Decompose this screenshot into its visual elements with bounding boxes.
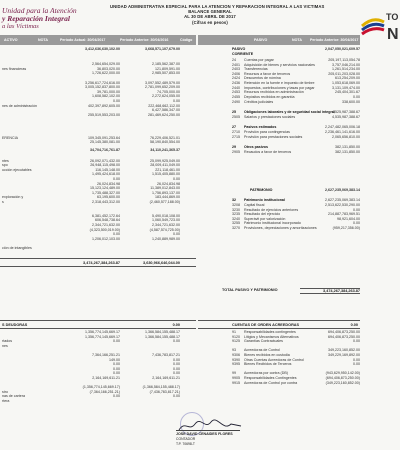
row-value-current xyxy=(60,246,120,251)
row-value-current: 402,397,892,605.00 xyxy=(88,103,120,108)
patrimonio-values xyxy=(300,203,360,231)
account-code: 2436 xyxy=(232,80,240,85)
row-value-previous: 0.00 xyxy=(173,371,180,376)
account-code: 3255 xyxy=(232,221,240,226)
signature-line xyxy=(176,430,240,431)
value-provision-contingencias: 2,236,461,141,616.00 xyxy=(325,130,360,134)
row-value-previous: 0.00 xyxy=(173,98,180,103)
header-nota-right: NOTA xyxy=(292,38,302,42)
code-2710: 2710 xyxy=(232,130,240,134)
account-value: 349,229,169,892.00 xyxy=(328,352,360,357)
account-value: 694,406,873,250.00 xyxy=(328,330,360,334)
row-value-previous: 0.00 xyxy=(173,176,180,181)
row-label: spo xyxy=(2,163,8,168)
row-value-current: (7,364,166,251.21) xyxy=(89,389,120,394)
code-2490: 2490 xyxy=(232,100,240,104)
account-value: 613,254,209.00 xyxy=(335,76,360,81)
left-subtotal-current: 34,704,716,761.87 xyxy=(90,148,120,152)
header-period-right: Periodo Anterior: 30/04/2017 xyxy=(310,38,359,42)
row-value-previous: (1,366,584,155,488.17) xyxy=(142,385,180,390)
activo-total-current: 3,412,636,630,102.00 xyxy=(85,47,120,51)
account-label: Descuentos de nómina xyxy=(244,76,281,81)
account-label: Bienes Recibidos de Terceros xyxy=(244,362,292,367)
row-value-previous: 0.00 xyxy=(173,394,180,399)
header-previous-period: Periodo Anterior: 30/04/2016 xyxy=(120,38,169,42)
pasivo-corriente-title: CORRIENTE xyxy=(232,52,254,56)
row-value-previous: 0.00 xyxy=(173,366,180,371)
row-label: s xyxy=(2,199,4,204)
row-value-previous: 7,436,783,817.21 xyxy=(152,352,180,357)
account-label: Retención en la fuente e impuesto de timbre xyxy=(244,80,315,85)
account-label: Provisiones, depreciaciones y amortizaciones xyxy=(244,225,317,230)
orden-right-codes xyxy=(232,330,242,385)
right-column-header xyxy=(198,35,360,45)
account-label: Recursos recibidos en administración xyxy=(244,90,304,95)
row-value-current: (4,323,500,019.00) xyxy=(89,227,120,232)
orden-left-values-current xyxy=(60,330,120,399)
row-value-previous: 1,366,584,155,488.17 xyxy=(145,330,180,334)
row-label: nas de cartera xyxy=(2,394,25,399)
account-code: 99 xyxy=(232,371,236,376)
activo-total-previous: 3,668,571,107,679.00 xyxy=(145,47,180,51)
row-value-current: 1,356,774,145,669.17 xyxy=(85,330,120,334)
title-date: AL 30 DE ABRIL DE 2017 xyxy=(184,14,236,20)
row-value-previous: 281,469,624,250.00 xyxy=(148,112,180,117)
label-provision-prestaciones: Provisión para prestaciones sociales xyxy=(244,135,303,139)
cuentas-deudoras-total: 0.00 xyxy=(172,322,180,327)
row-value-current: 0.00 xyxy=(113,339,120,344)
row-value-current: 2,318,443,312.00 xyxy=(92,199,120,204)
account-code: 9915 xyxy=(232,380,240,385)
label-patrimonio-institucional: Patrimonio institucional xyxy=(244,198,285,202)
row-value-current: 26,024,834.98 xyxy=(97,181,120,186)
row-value-current: 1,206,012,103.00 xyxy=(92,236,120,241)
row-value-current: 1,356,774,145,669.17 xyxy=(85,334,120,339)
row-value-current: 2,564,654,029.00 xyxy=(92,62,120,67)
row-label: ERENCIA xyxy=(2,135,18,140)
label-creditos-judiciales: Créditos judiciales xyxy=(244,100,274,104)
row-value-previous xyxy=(120,246,180,251)
signer-tp: T.P. 70698-T xyxy=(176,442,195,446)
row-value-previous: 221,118,461.00 xyxy=(155,167,180,172)
account-code: 2424 xyxy=(232,76,240,81)
row-value-previous: 1,515,405,880.00 xyxy=(152,172,180,177)
left-values-1-current xyxy=(60,53,120,145)
account-code: 9390 xyxy=(232,357,240,362)
orden-right-values xyxy=(300,330,360,385)
title-units: (Cifras en pesos) xyxy=(192,19,228,25)
row-value-previous: (2,460,577,188.00) xyxy=(149,199,180,204)
row-value-current: 255,519,553,203.00 xyxy=(88,112,120,117)
label-salarios: Salarios y prestaciones sociales xyxy=(244,115,296,119)
account-code: 9905 xyxy=(232,375,240,380)
header-activo: ACTIVO xyxy=(4,38,18,42)
row-value-previous: 0.00 xyxy=(173,362,180,367)
row-value-previous: 6,427,586,347.00 xyxy=(152,108,180,113)
row-value-current: 116,145,148.00 xyxy=(95,167,120,172)
value-salarios: 4,535,987,388.67 xyxy=(332,115,360,119)
row-value-current: 63,195,600.00 xyxy=(97,195,120,200)
row-value-previous: 1,756,893,137.00 xyxy=(152,190,180,195)
account-code: 3270 xyxy=(232,225,240,230)
row-label: rtados xyxy=(2,339,12,344)
row-value-previous: 0.00 xyxy=(173,232,180,237)
title-entity: UNIDAD ADMINISTRATIVA ESPECIAL PARA LA ATENCION Y REPARACION INTEGRAL A LAS VICTIMAS xyxy=(110,4,325,9)
row-label: rtera xyxy=(2,398,10,403)
row-value-current: 3,256,617,724,616.00 xyxy=(85,80,120,85)
row-value-current: 3,005,152,837,800.00 xyxy=(85,85,120,90)
patrimonio-title: PATRIMONIO xyxy=(250,188,273,192)
account-code: 24 xyxy=(232,58,236,62)
account-value: (694,406,873,250.00) xyxy=(325,375,360,380)
activo-total-row xyxy=(0,258,196,267)
account-code: 91 xyxy=(232,330,236,334)
pasivo-title: PASIVO xyxy=(232,47,246,51)
row-value-current: 36,803,020.00 xyxy=(97,66,120,71)
account-code: 2406 xyxy=(232,71,240,76)
account-label: Litigios y Mecanismos Alternativos xyxy=(244,334,299,339)
account-code: 2453 xyxy=(232,90,240,95)
account-value: 3,757,046,214.00 xyxy=(332,62,360,67)
logo-text-n: N xyxy=(387,26,399,43)
value-pasivos-estimados: 2,247,482,065,006.18 xyxy=(325,125,360,129)
row-value-current: 25,145,380,081.00 xyxy=(90,140,120,145)
row-value-current: 39,781,000.00 xyxy=(97,89,120,94)
account-code: 2401 xyxy=(232,62,240,67)
row-value-previous: 121,809,591.00 xyxy=(155,66,180,71)
account-label: Cuentas por pagar xyxy=(244,58,274,62)
logo-line-3: a las Víctimas xyxy=(2,23,39,30)
row-value-current: 26,948,115,498.00 xyxy=(90,163,120,168)
account-value: 205,011,203,028.00 xyxy=(328,71,360,76)
row-value-previous: 5,490,018,108.00 xyxy=(152,213,180,218)
row-value-current: 1,735,488,327.00 xyxy=(92,190,120,195)
government-logo xyxy=(360,12,400,48)
code-27: 27 xyxy=(232,125,236,129)
left-values-2-current xyxy=(60,154,120,250)
account-value: 1,053,618,069.00 xyxy=(332,80,360,85)
account-code: 93 xyxy=(232,348,236,353)
header-pasivo: PASIVO xyxy=(254,38,268,42)
account-label: Bienes recibidos en custodia xyxy=(244,352,290,357)
row-label: nes xyxy=(2,343,8,348)
account-value: 2,513,622,530,290.00 xyxy=(325,203,360,207)
unidad-victimas-logo xyxy=(0,4,92,34)
total-pasivo-patrimonio-label: TOTAL PASIVO Y PATRIMONIO xyxy=(222,287,278,292)
row-value-current: 1,726,622,000.00 xyxy=(92,71,120,76)
title-report: BALANCE GENERAL xyxy=(188,9,232,15)
row-value-current: 0.00 xyxy=(113,366,120,371)
account-label: Acreedoras de Control xyxy=(244,348,280,353)
activo-grand-total-previous: 3,630,966,646,044.00 xyxy=(143,260,180,265)
row-value-previous: 2,272,624,055.00 xyxy=(152,94,180,99)
row-value-current: 0.00 xyxy=(113,394,120,399)
account-value: 0.00 xyxy=(353,221,360,226)
account-label: Responsabilidades contingentes xyxy=(244,330,296,334)
patrimonio-codes xyxy=(232,203,242,231)
row-label: nes de administración xyxy=(2,103,37,108)
code-2905: 2905 xyxy=(232,150,240,154)
row-value-previous: 2,164,169,611.21 xyxy=(152,375,180,380)
account-label: Patrimonio institucional incorporado xyxy=(244,221,301,226)
code-32: 32 xyxy=(232,198,236,202)
row-value-previous: 2,781,099,652,209.00 xyxy=(145,85,180,90)
row-value-current: 26,092,071,432.00 xyxy=(90,158,120,163)
row-label: ción de intangibles xyxy=(2,245,32,250)
row-value-previous: 2,185,562,387.00 xyxy=(152,62,180,67)
account-label: Depósitos recibidos en garantía xyxy=(244,94,295,99)
left-labels-2 xyxy=(2,154,52,250)
row-value-previous: 183,444,869.00 xyxy=(155,195,180,200)
row-value-previous: 11,389,012,843.00 xyxy=(150,186,180,191)
code-2715: 2715 xyxy=(232,135,240,139)
row-value-current: 15,123,124,489.00 xyxy=(90,186,120,191)
cuentas-acreedoras-title: CUENTAS DE ORDEN ACREEDORAS xyxy=(232,322,300,327)
signer-role: CONTADOR xyxy=(176,437,196,441)
signer-name: JOSE DAVID CENAIDES FLORES xyxy=(176,432,233,436)
orden-left-values-previous xyxy=(120,330,180,399)
logo-line-1: Unidad para la Atención xyxy=(2,6,77,15)
header-nota: NOTA xyxy=(38,38,48,42)
account-value: 0.00 xyxy=(353,94,360,99)
row-value-previous: (7,436,783,817.21) xyxy=(149,389,180,394)
pasivo-values-1 xyxy=(300,58,360,99)
account-code: 9120 xyxy=(232,334,240,339)
left-labels-1 xyxy=(2,53,52,145)
value-otros-pasivos: 382,131,850.00 xyxy=(335,145,360,149)
account-label: Superávit por valorización xyxy=(244,216,286,221)
row-value-current: 1,608,582,102.00 xyxy=(92,94,120,99)
left-subtotal-previous: 34,110,241,365.37 xyxy=(150,148,180,152)
header-codigo: Código xyxy=(180,38,193,42)
left-column-header xyxy=(0,35,196,45)
account-value: (943,629,950,142.00) xyxy=(325,371,360,376)
account-value: 205,197,113,054.78 xyxy=(328,58,360,62)
account-label: Otras Cuentas Acreedoras de Control xyxy=(244,357,304,362)
account-value: 0.00 xyxy=(353,362,360,367)
label-recaudos-terceros: Recaudos a favor de terceros xyxy=(244,150,292,154)
row-label xyxy=(2,140,52,145)
account-value: 0.00 xyxy=(353,339,360,344)
row-label: exploración y xyxy=(2,195,24,200)
row-value-current: 0.00 xyxy=(113,362,120,367)
account-label: Transferencias xyxy=(244,67,268,72)
account-code: 2440 xyxy=(232,85,240,90)
code-2505: 2505 xyxy=(232,115,240,119)
value-obligaciones-laborales: 4,525,987,388.67 xyxy=(332,110,360,114)
row-value-current: 2,164,169,611.21 xyxy=(92,375,120,380)
account-label: Acreedoras de Control por contra xyxy=(244,380,298,385)
row-value-current: 0.00 xyxy=(113,98,120,103)
row-label: nes financieras xyxy=(2,66,27,71)
row-value-previous: 3,097,552,489,579.00 xyxy=(145,80,180,85)
row-value-current: 6,381,452,172.64 xyxy=(92,213,120,218)
row-value-previous: 25,099,925,049.00 xyxy=(150,158,180,163)
account-value: 98,921,604.00 xyxy=(337,216,360,221)
label-provision-contingencias: Provisión para contingencias xyxy=(244,130,290,134)
row-value-current: 0.00 xyxy=(113,371,120,376)
account-label: Recursos a favor de terceros xyxy=(244,71,291,76)
row-value-previous: 58,190,840,554.00 xyxy=(150,140,180,145)
account-value: 0.00 xyxy=(353,357,360,362)
total-pasivo-patrimonio-value: 3,474,267,384,263.87 xyxy=(300,288,360,294)
row-label: ntes xyxy=(2,158,9,163)
row-value-current: 606,548,738.64 xyxy=(95,218,120,223)
account-value: 0.00 xyxy=(353,207,360,212)
account-code: 9125 xyxy=(232,339,240,344)
row-value-previous: 0.00 xyxy=(173,339,180,344)
row-value-previous: 28,009,411,049.00 xyxy=(150,163,180,168)
pasivo-patrimonio-total-row xyxy=(198,286,360,293)
patrimonio-total: 2,627,235,069,383.14 xyxy=(325,188,360,192)
pasivo-codes-1 xyxy=(232,58,242,99)
label-obligaciones-laborales: Obligaciones laborales y de seguridad social integral xyxy=(244,110,335,114)
logo-text-to: TO xyxy=(386,12,399,22)
account-code: 3240 xyxy=(232,216,240,221)
row-value-previous: 2,985,507,853.00 xyxy=(152,71,180,76)
row-value-current: 0.00 xyxy=(113,232,120,237)
activo-grand-total-current: 3,474,267,384,263.87 xyxy=(83,260,120,265)
left-values-2-previous xyxy=(120,154,180,250)
row-value-current: 7,364,166,251.21 xyxy=(92,352,120,357)
row-label: stro xyxy=(2,389,8,394)
header-current-period: Periodo Actual: 30/04/2017 xyxy=(60,38,106,42)
account-code: 9395 xyxy=(232,362,240,367)
account-value: 245,404,301.67 xyxy=(335,90,360,95)
label-otros-pasivos: Otros pasivos xyxy=(244,145,268,149)
label-pasivos-estimados: Pasivos estimados xyxy=(244,125,277,129)
row-value-previous: 2,344,721,632.00 xyxy=(152,222,180,227)
row-value-previous: 26,024,834.98 xyxy=(157,181,180,186)
cuentas-acreedoras-total: 0.00 xyxy=(350,322,358,327)
row-value-previous: 74,705,000.00 xyxy=(157,89,180,94)
row-value-previous: 1,366,584,155,488.17 xyxy=(145,334,180,339)
account-code: 3208 xyxy=(232,203,240,207)
account-value: 349,223,160,852.00 xyxy=(328,348,360,353)
account-value: 1,261,514,234.00 xyxy=(332,67,360,72)
account-code: 2403 xyxy=(232,67,240,72)
account-label: Resultado del ejercicio xyxy=(244,212,281,217)
account-value: 214,887,783,969.51 xyxy=(328,212,360,217)
cuentas-deudoras-title: S DEUDORAS xyxy=(2,322,28,327)
account-value: 694,406,873,250.00 xyxy=(328,334,360,339)
row-value-current: 0.00 xyxy=(113,176,120,181)
report-title xyxy=(110,4,325,25)
value-provision-prestaciones: 2,065,656,810.00 xyxy=(332,135,360,139)
row-value-previous: 76,229,406,521.01 xyxy=(150,135,180,140)
value-patrimonio-institucional: 2,627,235,069,383.14 xyxy=(325,198,360,202)
account-label: Resultado de ejercicios anteriores xyxy=(244,207,299,212)
account-value: 3,131,109,474.00 xyxy=(332,85,360,90)
account-label: Garantías Contractuales xyxy=(244,339,283,344)
row-value-current: 149.00 xyxy=(109,357,120,362)
code-29: 29 xyxy=(232,145,236,149)
account-code: 3230 xyxy=(232,207,240,212)
account-value: (349,223,160,852.00) xyxy=(325,380,360,385)
row-value-previous: 0.00 xyxy=(173,357,180,362)
value-creditos-judiciales: 338,600.00 xyxy=(342,100,360,104)
row-value-current: (1,356,774,145,669.17) xyxy=(82,385,120,390)
row-value-current: 109,345,091,253.64 xyxy=(88,135,120,140)
row-value-previous: 1,060,549,723.00 xyxy=(152,218,180,223)
row-value-previous: 222,468,662,112.00 xyxy=(148,103,180,108)
row-value-current: 1,495,424,618.00 xyxy=(92,172,120,177)
account-code: 9306 xyxy=(232,352,240,357)
value-recaudos-terceros: 382,131,850.00 xyxy=(335,150,360,154)
account-code: 2455 xyxy=(232,94,240,99)
account-label: Adquisición de bienes y servicios nacionales xyxy=(244,62,315,67)
orden-left-labels xyxy=(2,330,42,404)
colombia-flag-icon xyxy=(360,12,386,42)
row-value-previous: 1,240,889,989.00 xyxy=(152,236,180,241)
account-label: Impuestos, contribuciones y tasas por pagar xyxy=(244,85,315,90)
pasivo-total: 2,047,050,021,609.57 xyxy=(325,47,360,51)
account-label: Capital fiscal xyxy=(244,203,265,207)
row-value-current: 2,344,721,632.00 xyxy=(92,222,120,227)
logo-line-2: y Reparación Integral xyxy=(2,14,70,23)
code-25: 25 xyxy=(232,110,236,114)
row-value-previous: (4,587,574,725.00) xyxy=(149,227,180,232)
cuentas-deudoras-row xyxy=(0,320,196,329)
account-value: (959,217,356.00) xyxy=(332,225,360,230)
left-values-1-previous xyxy=(120,53,180,145)
account-code: 3235 xyxy=(232,212,240,217)
account-label: Responsabilidades Contingentes xyxy=(244,375,297,380)
cuentas-acreedoras-row xyxy=(198,320,360,329)
account-label: Acreedoras por contra (DB) xyxy=(244,371,288,376)
row-label: ucción ejecutables xyxy=(2,167,32,172)
